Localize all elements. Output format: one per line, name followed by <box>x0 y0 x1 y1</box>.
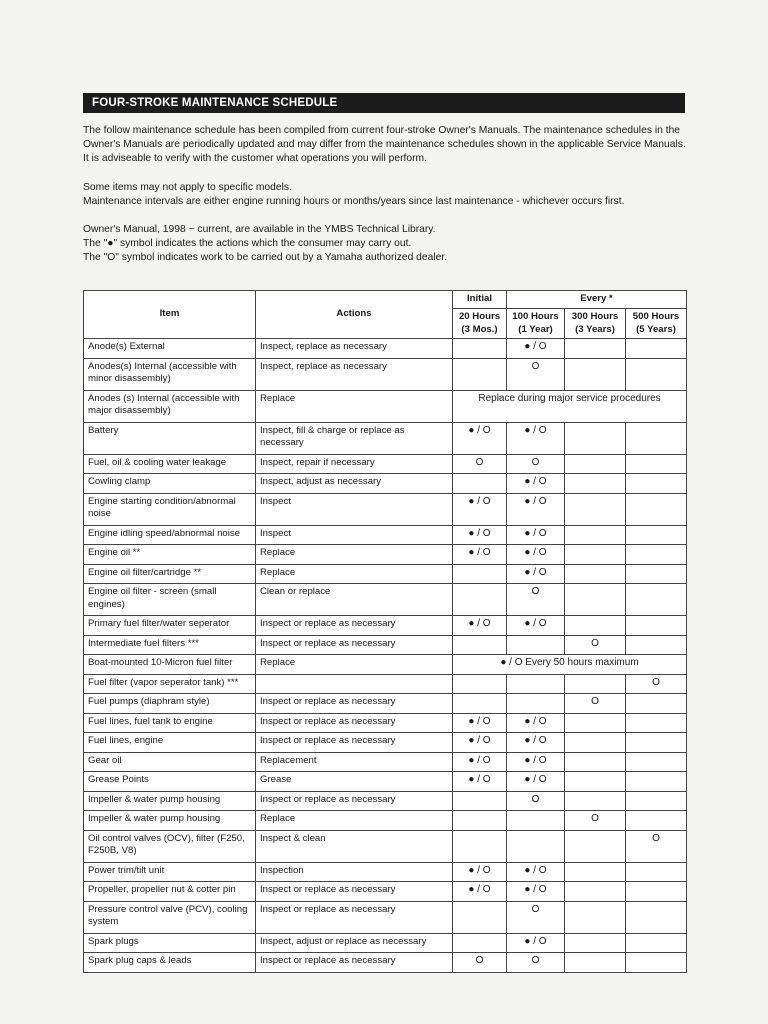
interval-20h-cell: ● / O <box>453 733 507 753</box>
intro-text <box>83 124 687 266</box>
interval-500h-cell <box>626 564 687 584</box>
interval-300h-cell <box>565 339 626 359</box>
table-row <box>84 772 687 792</box>
interval-100h-cell: ● / O <box>507 474 565 494</box>
interval-500h-cell <box>626 752 687 772</box>
item-cell: Intermediate fuel filters *** <box>84 635 256 655</box>
interval-20h-cell <box>453 901 507 933</box>
item-cell: Power trim/tilt unit <box>84 862 256 882</box>
interval-100h-cell: ● / O <box>507 713 565 733</box>
header-500-hours: 500 Hours (5 Years) <box>626 309 687 339</box>
interval-100h-cell <box>507 635 565 655</box>
header-initial: Initial <box>453 291 507 309</box>
action-cell: Replace <box>256 811 453 831</box>
action-cell: Replacement <box>256 752 453 772</box>
action-cell: Inspect, fill & charge or replace as necessary <box>256 422 453 454</box>
interval-100h-cell: O <box>507 791 565 811</box>
action-cell: Inspect or replace as necessary <box>256 616 453 636</box>
item-cell: Boat-mounted 10-Micron fuel filter <box>84 655 256 675</box>
interval-20h-cell <box>453 584 507 616</box>
action-cell: Inspect <box>256 493 453 525</box>
header-300-hours: 300 Hours (3 Years) <box>565 309 626 339</box>
item-cell: Oil control valves (OCV), filter (F250, F250B, V8) <box>84 830 256 862</box>
intro-note-library: Owner's Manual, 1998 ~ current, are available in the YMBS Technical Library. <box>83 224 436 236</box>
interval-300h-cell <box>565 616 626 636</box>
interval-300h-cell <box>565 772 626 792</box>
interval-100h-cell: ● / O <box>507 525 565 545</box>
action-cell: Replace <box>256 564 453 584</box>
table-row <box>84 811 687 831</box>
interval-300h-cell <box>565 933 626 953</box>
interval-500h-cell <box>626 882 687 902</box>
interval-500h-cell <box>626 862 687 882</box>
interval-100h-cell: ● / O <box>507 862 565 882</box>
action-cell: Inspect or replace as necessary <box>256 901 453 933</box>
interval-500h-cell <box>626 791 687 811</box>
table-row <box>84 862 687 882</box>
item-cell: Impeller & water pump housing <box>84 791 256 811</box>
action-cell: Replace <box>256 655 453 675</box>
maintenance-table <box>83 290 687 973</box>
interval-300h-cell <box>565 901 626 933</box>
intro-legend-consumer: The "●" symbol indicates the actions which the consumer may carry out. <box>83 238 412 250</box>
table-row <box>84 655 687 675</box>
interval-300h-cell <box>565 882 626 902</box>
item-cell: Primary fuel filter/water seperator <box>84 616 256 636</box>
item-cell: Fuel lines, engine <box>84 733 256 753</box>
interval-300h-cell <box>565 525 626 545</box>
header-100-hours: 100 Hours (1 Year) <box>507 309 565 339</box>
interval-300h-cell <box>565 564 626 584</box>
action-cell: Inspect <box>256 525 453 545</box>
interval-100h-cell: O <box>507 901 565 933</box>
interval-20h-cell <box>453 358 507 390</box>
interval-100h-cell: ● / O <box>507 493 565 525</box>
item-cell: Spark plugs <box>84 933 256 953</box>
item-cell: Engine oil filter - screen (small engines) <box>84 584 256 616</box>
interval-500h-cell <box>626 694 687 714</box>
intro-paragraph-2 <box>83 181 687 209</box>
interval-100h-cell: O <box>507 454 565 474</box>
interval-500h-cell <box>626 474 687 494</box>
interval-20h-cell: ● / O <box>453 422 507 454</box>
action-cell: Inspect or replace as necessary <box>256 694 453 714</box>
interval-300h-cell <box>565 584 626 616</box>
table-row <box>84 564 687 584</box>
interval-300h-cell <box>565 674 626 694</box>
action-cell: Inspect or replace as necessary <box>256 953 453 973</box>
interval-300h-cell <box>565 752 626 772</box>
header-item: Item <box>84 291 256 339</box>
item-cell: Fuel, oil & cooling water leakage <box>84 454 256 474</box>
interval-100h-cell: ● / O <box>507 733 565 753</box>
interval-500h-cell <box>626 525 687 545</box>
table-row <box>84 713 687 733</box>
table-row <box>84 422 687 454</box>
item-cell: Engine starting condition/abnormal noise <box>84 493 256 525</box>
interval-100h-cell: ● / O <box>507 752 565 772</box>
interval-500h-cell <box>626 616 687 636</box>
interval-500h-cell <box>626 358 687 390</box>
interval-500h-cell <box>626 635 687 655</box>
table-row <box>84 901 687 933</box>
table-row <box>84 635 687 655</box>
interval-300h-cell <box>565 953 626 973</box>
action-cell: Inspect or replace as necessary <box>256 713 453 733</box>
table-row <box>84 493 687 525</box>
interval-100h-cell <box>507 830 565 862</box>
table-row <box>84 525 687 545</box>
interval-500h-cell <box>626 339 687 359</box>
interval-100h-cell <box>507 674 565 694</box>
item-cell: Spark plug caps & leads <box>84 953 256 973</box>
action-cell: Inspect, repair if necessary <box>256 454 453 474</box>
interval-500h-cell <box>626 772 687 792</box>
intro-paragraph-1: The follow maintenance schedule has been compiled from current four-stroke Owner's Manuals. The maintenance schedules in the Owner's Manuals are periodically updated and may differ from the maintenance schedules shown in the applicable Service Manuals. It is adviseable to verify with the customer what operations you will perform. <box>83 125 686 165</box>
header-actions: Actions <box>256 291 453 339</box>
item-cell: Fuel pumps (diaphram style) <box>84 694 256 714</box>
interval-20h-cell: ● / O <box>453 525 507 545</box>
action-cell: Inspect, replace as necessary <box>256 358 453 390</box>
interval-300h-cell <box>565 862 626 882</box>
interval-20h-cell: ● / O <box>453 772 507 792</box>
interval-300h-cell <box>565 422 626 454</box>
table-row <box>84 454 687 474</box>
interval-20h-cell: ● / O <box>453 493 507 525</box>
interval-500h-cell: O <box>626 830 687 862</box>
item-cell: Fuel filter (vapor seperator tank) *** <box>84 674 256 694</box>
interval-20h-cell: O <box>453 953 507 973</box>
action-cell: Replace <box>256 390 453 422</box>
interval-20h-cell <box>453 933 507 953</box>
item-cell: Gear oil <box>84 752 256 772</box>
interval-300h-cell: O <box>565 694 626 714</box>
interval-500h-cell <box>626 493 687 525</box>
interval-300h-cell <box>565 733 626 753</box>
action-cell: Inspect or replace as necessary <box>256 733 453 753</box>
interval-20h-cell <box>453 694 507 714</box>
table-row <box>84 733 687 753</box>
interval-300h-cell <box>565 454 626 474</box>
table-row <box>84 953 687 973</box>
interval-20h-cell <box>453 635 507 655</box>
action-cell: Clean or replace <box>256 584 453 616</box>
interval-100h-cell: ● / O <box>507 933 565 953</box>
item-cell: Engine oil ** <box>84 545 256 565</box>
interval-20h-cell: ● / O <box>453 616 507 636</box>
interval-100h-cell: ● / O <box>507 882 565 902</box>
interval-500h-cell <box>626 545 687 565</box>
action-cell: Inspect or replace as necessary <box>256 635 453 655</box>
table-row <box>84 791 687 811</box>
interval-300h-cell <box>565 474 626 494</box>
interval-100h-cell <box>507 811 565 831</box>
interval-500h-cell <box>626 733 687 753</box>
interval-20h-cell: ● / O <box>453 862 507 882</box>
action-cell: Inspect, adjust or replace as necessary <box>256 933 453 953</box>
intro-paragraph-3 <box>83 223 687 266</box>
item-cell: Engine idling speed/abnormal noise <box>84 525 256 545</box>
interval-100h-cell: O <box>507 953 565 973</box>
interval-100h-cell: O <box>507 358 565 390</box>
interval-100h-cell <box>507 694 565 714</box>
interval-20h-cell: O <box>453 454 507 474</box>
interval-20h-cell: ● / O <box>453 752 507 772</box>
interval-20h-cell <box>453 791 507 811</box>
item-cell: Anode(s) External <box>84 339 256 359</box>
interval-100h-cell: ● / O <box>507 422 565 454</box>
item-cell: Grease Points <box>84 772 256 792</box>
interval-300h-cell: O <box>565 635 626 655</box>
intro-note-models: Some items may not apply to specific models. <box>83 181 292 193</box>
interval-300h-cell <box>565 713 626 733</box>
table-row <box>84 474 687 494</box>
interval-100h-cell: ● / O <box>507 616 565 636</box>
interval-100h-cell: ● / O <box>507 339 565 359</box>
table-row <box>84 674 687 694</box>
interval-300h-cell <box>565 830 626 862</box>
interval-500h-cell <box>626 584 687 616</box>
interval-20h-cell <box>453 830 507 862</box>
interval-20h-cell <box>453 474 507 494</box>
action-cell <box>256 674 453 694</box>
table-row <box>84 752 687 772</box>
page-title: FOUR-STROKE MAINTENANCE SCHEDULE <box>83 93 685 113</box>
interval-500h-cell <box>626 901 687 933</box>
item-cell: Engine oil filter/cartridge ** <box>84 564 256 584</box>
interval-500h-cell: O <box>626 674 687 694</box>
interval-300h-cell: O <box>565 811 626 831</box>
action-cell: Inspection <box>256 862 453 882</box>
interval-500h-cell <box>626 811 687 831</box>
item-cell: Anodes(s) Internal (accessible with minor disassembly) <box>84 358 256 390</box>
interval-500h-cell <box>626 933 687 953</box>
table-row <box>84 390 687 422</box>
table-row <box>84 882 687 902</box>
interval-300h-cell <box>565 545 626 565</box>
item-cell: Impeller & water pump housing <box>84 811 256 831</box>
item-cell: Cowling clamp <box>84 474 256 494</box>
item-cell: Anodes (s) Internal (accessible with major disassembly) <box>84 390 256 422</box>
table-row <box>84 545 687 565</box>
interval-100h-cell: ● / O <box>507 564 565 584</box>
table-row <box>84 339 687 359</box>
item-cell: Fuel lines, fuel tank to engine <box>84 713 256 733</box>
interval-20h-cell: ● / O <box>453 545 507 565</box>
interval-20h-cell: ● / O <box>453 713 507 733</box>
interval-20h-cell <box>453 674 507 694</box>
interval-300h-cell <box>565 493 626 525</box>
interval-500h-cell <box>626 422 687 454</box>
interval-100h-cell: O <box>507 584 565 616</box>
intro-legend-dealer: The "O" symbol indicates work to be carried out by a Yamaha authorized dealer. <box>83 252 448 264</box>
interval-span-cell: ● / O Every 50 hours maximum <box>453 655 687 675</box>
interval-20h-cell: ● / O <box>453 882 507 902</box>
action-cell: Replace <box>256 545 453 565</box>
interval-500h-cell <box>626 953 687 973</box>
table-row <box>84 616 687 636</box>
table-row <box>84 830 687 862</box>
interval-100h-cell: ● / O <box>507 545 565 565</box>
interval-20h-cell <box>453 811 507 831</box>
interval-500h-cell <box>626 713 687 733</box>
item-cell: Battery <box>84 422 256 454</box>
interval-300h-cell <box>565 791 626 811</box>
action-cell: Inspect, adjust as necessary <box>256 474 453 494</box>
interval-span-cell: Replace during major service procedures <box>453 390 687 422</box>
intro-note-intervals: Maintenance intervals are either engine running hours or months/years since last maintenance - whichever occurs first. <box>83 195 625 207</box>
table-body <box>84 339 687 973</box>
action-cell: Inspect, replace as necessary <box>256 339 453 359</box>
interval-100h-cell: ● / O <box>507 772 565 792</box>
action-cell: Grease <box>256 772 453 792</box>
action-cell: Inspect or replace as necessary <box>256 791 453 811</box>
action-cell: Inspect & clean <box>256 830 453 862</box>
item-cell: Pressure control valve (PCV), cooling system <box>84 901 256 933</box>
action-cell: Inspect or replace as necessary <box>256 882 453 902</box>
interval-500h-cell <box>626 454 687 474</box>
interval-300h-cell <box>565 358 626 390</box>
table-row <box>84 358 687 390</box>
header-every: Every * <box>507 291 687 309</box>
table-row <box>84 933 687 953</box>
table-row <box>84 584 687 616</box>
table-row <box>84 694 687 714</box>
header-20-hours: 20 Hours (3 Mos.) <box>453 309 507 339</box>
interval-20h-cell <box>453 339 507 359</box>
interval-20h-cell <box>453 564 507 584</box>
item-cell: Propeller, propeller nut & cotter pin <box>84 882 256 902</box>
